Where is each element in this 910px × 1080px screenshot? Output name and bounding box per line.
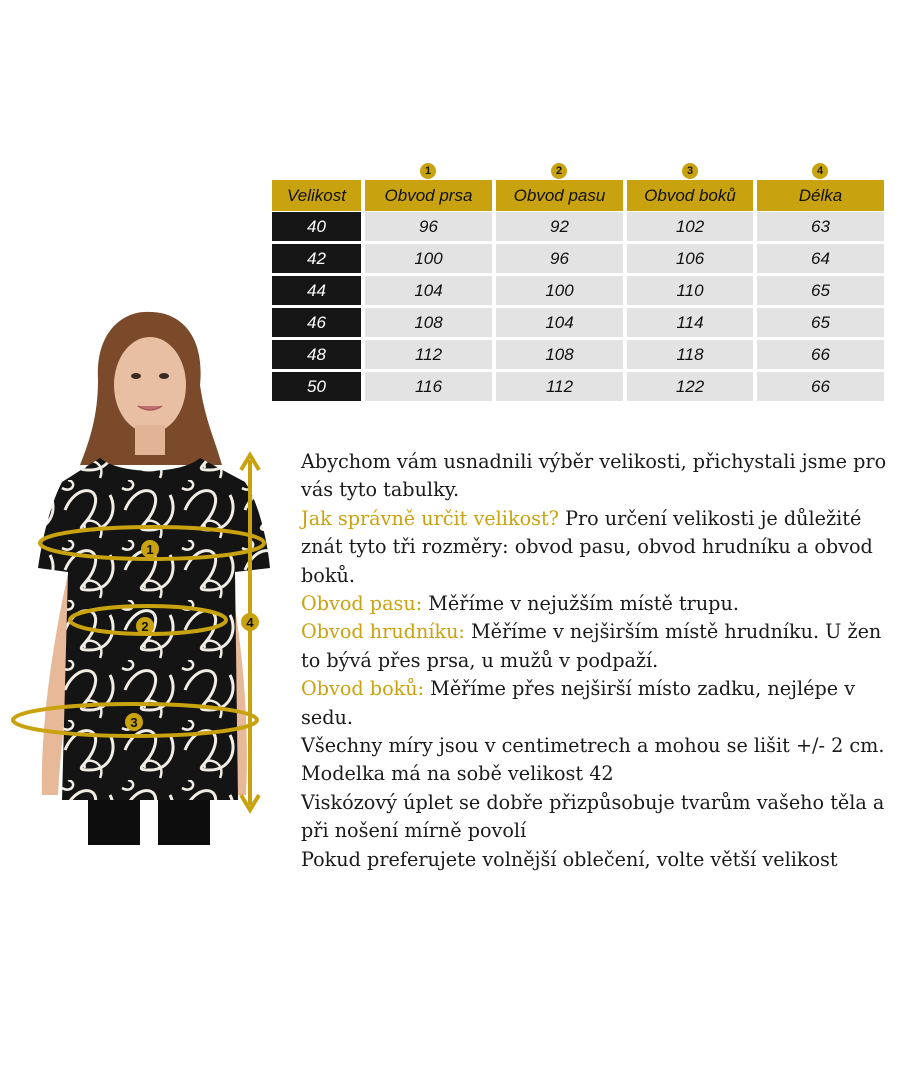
size-cell: 46 <box>272 308 361 337</box>
value-cell: 112 <box>365 340 492 369</box>
model-leggings <box>88 800 210 845</box>
value-cell: 66 <box>757 372 884 401</box>
size-guide-text <box>301 448 906 874</box>
value-cell: 65 <box>757 276 884 305</box>
value-cell: 106 <box>627 244 753 273</box>
value-cell: 96 <box>365 212 492 241</box>
value-cell: 63 <box>757 212 884 241</box>
value-cell: 92 <box>496 212 623 241</box>
value-cell: 114 <box>627 308 753 337</box>
figure-marker-2: 2 <box>141 619 149 634</box>
marker-2: 2 <box>551 163 567 179</box>
model-figure <box>0 300 275 845</box>
value-cell: 112 <box>496 372 623 401</box>
value-cell: 108 <box>365 308 492 337</box>
intro-paragraph: Abychom vám usnadnili výběr velikosti, přichystali jsme pro vás tyto tabulky. <box>301 450 887 502</box>
table-header-row <box>272 180 884 212</box>
header-chest: Obvod prsa <box>365 180 492 211</box>
value-cell: 118 <box>627 340 753 369</box>
waist-paragraph <box>301 590 906 618</box>
value-cell: 96 <box>496 244 623 273</box>
value-cell: 100 <box>496 276 623 305</box>
size-table <box>272 162 884 404</box>
chest-paragraph <box>301 618 906 675</box>
model-tunic <box>38 458 270 800</box>
header-size: Velikost <box>272 180 361 211</box>
size-cell: 40 <box>272 212 361 241</box>
loose-fit-note: Pokud preferujete volnější oblečení, volte větší velikost <box>301 847 838 871</box>
size-cell: 50 <box>272 372 361 401</box>
table-row <box>272 244 884 276</box>
how-paragraph <box>301 505 906 590</box>
value-cell: 116 <box>365 372 492 401</box>
value-cell: 64 <box>757 244 884 273</box>
header-waist: Obvod pasu <box>496 180 623 211</box>
how-title: Jak správně určit velikost? <box>301 506 559 530</box>
table-row <box>272 308 884 340</box>
value-cell: 66 <box>757 340 884 369</box>
model-size-note: Modelka má na sobě velikost 42 <box>301 762 614 786</box>
value-cell: 110 <box>627 276 753 305</box>
table-row <box>272 212 884 244</box>
figure-marker-1: 1 <box>146 542 154 557</box>
value-cell: 102 <box>627 212 753 241</box>
units-note: Všechny míry jsou v centimetrech a mohou se lišit +/- 2 cm. <box>301 734 885 758</box>
header-length: Délka <box>757 180 884 211</box>
marker-4: 4 <box>812 163 828 179</box>
figure-marker-4: 4 <box>246 615 254 630</box>
size-cell: 42 <box>272 244 361 273</box>
chest-label: Obvod hrudníku: <box>301 620 465 644</box>
table-row <box>272 372 884 404</box>
how-text: Pro určení velikosti je důležité znát tyto tři rozměry: obvod pasu, obvod hrudníku a obvod boků. <box>301 506 873 587</box>
header-hips: Obvod boků <box>627 180 753 211</box>
value-cell: 104 <box>496 308 623 337</box>
hips-text: Měříme přes nejširší místo zadku, nejlépe v sedu. <box>301 677 856 729</box>
value-cell: 65 <box>757 308 884 337</box>
fabric-note: Viskózový úplet se dobře přizpůsobuje tvarům vašeho těla a při nošení mírně povolí <box>301 790 885 843</box>
size-cell: 48 <box>272 340 361 369</box>
table-row <box>272 340 884 372</box>
size-cell: 44 <box>272 276 361 305</box>
waist-text: Měříme v nejužším místě trupu. <box>422 592 739 616</box>
marker-1: 1 <box>420 163 436 179</box>
chest-text: Měříme v nejširším místě hrudníku. U žen to bývá přes prsa, u mužů v podpaží. <box>301 620 882 672</box>
measurement-markers <box>272 162 884 180</box>
waist-label: Obvod pasu: <box>301 592 423 616</box>
figure-marker-3: 3 <box>130 715 138 730</box>
value-cell: 108 <box>496 340 623 369</box>
value-cell: 122 <box>627 372 753 401</box>
value-cell: 100 <box>365 244 492 273</box>
table-row <box>272 276 884 308</box>
hips-label: Obvod boků: <box>301 677 425 701</box>
hips-paragraph <box>301 675 906 732</box>
marker-3: 3 <box>682 163 698 179</box>
value-cell: 104 <box>365 276 492 305</box>
